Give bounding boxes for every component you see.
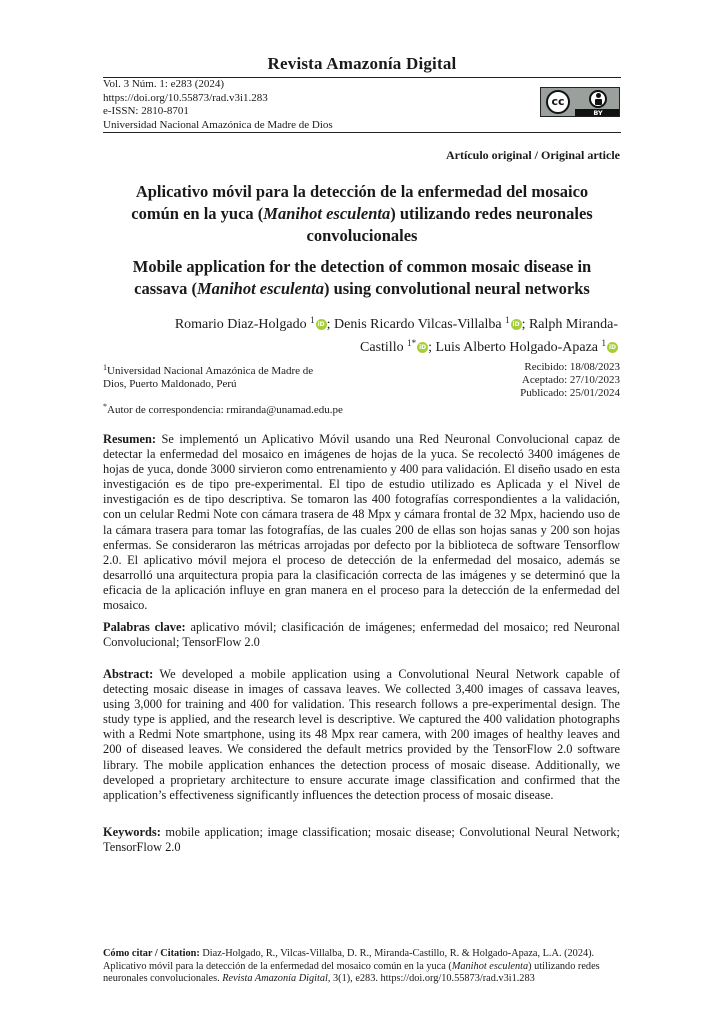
resumen-label: Resumen: bbox=[103, 432, 156, 446]
date-accepted: Aceptado: 27/10/2023 bbox=[521, 374, 620, 386]
species-name: Manihot esculenta bbox=[196, 279, 324, 298]
cc-icon: cc bbox=[546, 90, 570, 114]
journal-volume: Vol. 3 Núm. 1: e283 (2024) bbox=[103, 78, 225, 90]
date-received: Recibido: 18/08/2023 bbox=[524, 361, 620, 373]
correspondence-note: *Autor de correspondencia: rmiranda@unamad.edu.pe bbox=[103, 402, 343, 416]
journal-eissn: e-ISSN: 2810-8701 bbox=[103, 105, 189, 117]
keywords-label: Keywords: bbox=[103, 825, 161, 839]
orcid-icon[interactable]: iD bbox=[608, 344, 617, 351]
title-spanish: Aplicativo móvil para la detección de la enfermedad del mosaico común en la yuca (Manihot esculenta) utilizando redes neuronales convolucionales bbox=[131, 182, 593, 245]
attribution-person-icon bbox=[589, 90, 607, 108]
citation-label: Cómo citar / Citation: bbox=[103, 948, 200, 959]
orcid-icon[interactable]: iD bbox=[512, 321, 520, 328]
journal-meta bbox=[103, 78, 333, 132]
species-name: Manihot esculenta bbox=[263, 204, 391, 223]
affiliation: $^1$Universidad Nacional Amazónica de Madre de Dios, Puerto Maldonado, Perú bbox=[103, 363, 314, 390]
creative-commons-by-icon[interactable] bbox=[540, 87, 620, 117]
author-list: Romario Diaz-Holgado $^1$ iD ; Denis Ricardo Vilcas-Villalba $^1$ iD ; Ralph Miranda-Castillo $^{1*}$ iD ; Luis Alberto Holgado-Apaza $^1$ iD bbox=[174, 315, 618, 355]
abstract-paragraph: Abstract: We developed a mobile application using a Convolutional Neural Network capable of detecting mosaic disease in images of cassava leaves. We collected 3,400 images of cassava leaves, using 3,000 for training and 400 for validation. This research follows a pre-experimental design. The study type is applied, and the research level is descriptive. We captured the 400 validation photographs with a Redmi Note smartphone, using its 48 Mpx rear camera, with 200 images of healthy leaves and 200 of diseased leaves. We considered the default metrics provided by the TensorFlow 2.0 software library. The mobile application enhances the detection process of mosaic disease. Additionally, we developed a proprietary architecture to ensure accurate image classification and confirmed that the application’s effectiveness significantly influences the detection process of mosaic disease. bbox=[103, 667, 620, 802]
abstract-label: Abstract: bbox=[103, 667, 154, 681]
journal-doi-link[interactable]: https://doi.org/10.55873/rad.v3i1.283 bbox=[103, 91, 268, 104]
palabras-clave-paragraph: Palabras clave: aplicativo móvil; clasificación de imágenes; enfermedad del mosaico; red Neuronal Convolucional; TensorFlow 2.0 bbox=[103, 620, 620, 650]
title-english: Mobile application for the detection of common mosaic disease in cassava (Manihot esculenta) using convolutional neural networks bbox=[132, 257, 592, 298]
resumen-paragraph: Resumen: Se implementó un Aplicativo Móvil usando una Red Neuronal Convolucional capaz de detectar la enfermedad del mosaico en imágenes de hojas de la yuca. Se recolectó 3400 imágenes de hojas de yuca, donde 3000 sirvieron como entrenamiento y 400 para validación. El diseño usado en esta investigación es de tipo pre-experimental. El tipo de estudio utilizado es Aplicada y el Nivel de investigación es de tipo descriptiva. Se tomaron las 400 fotografías correspondientes a la validación, con un celular Redmi Note con cámara trasera de 48 Mpx y cámara frontal de 32 Mpx, haciendo uso de la cámara trasera para tomar las fotografías, de las cuales 200 de ellas son hojas sanas y 200 son hojas enfermas. Se consideraron las métricas arrojadas por defecto por la biblioteca de software Tensorflow 2.0. El aplicativo móvil mejora el proceso de detección de la enfermedad del mosaico, además se desarrolló una arquitectura propia para la clasificación correcta de las imágenes y se determinó que la eficacia de la aplicación influye en gran manera en el proceso para la detección de la enfermedad del mosaico. bbox=[103, 432, 620, 613]
author-name: Ralph Miranda-Castillo bbox=[360, 317, 618, 355]
journal-title: Revista Amazonía Digital bbox=[267, 54, 457, 73]
journal-university: Universidad Nacional Amazónica de Madre de Dios bbox=[103, 118, 333, 131]
by-label: BY bbox=[575, 109, 620, 117]
palabras-clave-label: Palabras clave: bbox=[103, 620, 186, 634]
article-type: Artículo original / Original article bbox=[446, 148, 620, 162]
author-name: Luis Alberto Holgado-Apaza bbox=[435, 340, 598, 355]
keywords-paragraph: Keywords: mobile application; image classification; mosaic disease; Convolutional Neural Network; TensorFlow 2.0 bbox=[103, 825, 620, 855]
header-rule-bottom bbox=[103, 132, 621, 133]
article-dates bbox=[520, 361, 620, 400]
orcid-icon[interactable]: iD bbox=[317, 321, 325, 328]
date-published: Publicado: 25/01/2024 bbox=[520, 387, 620, 399]
author-name: Romario Diaz-Holgado bbox=[174, 317, 307, 332]
orcid-icon[interactable]: iD bbox=[419, 344, 427, 351]
author-name: Denis Ricardo Vilcas-Villalba bbox=[334, 317, 502, 332]
citation-journal: Revista Amazonía Digital bbox=[222, 973, 328, 985]
citation-block: Cómo citar / Citation: Diaz-Holgado, R., Vilcas-Villalba, D. R., Miranda-Castillo, R. & Holgado-Apaza, L.A. (2024). Aplicativo móvil para la detección de la enfermedad del mosaico común en la yuca (Manihot esculenta) utilizando redes neuronales convolucionales. Revista Amazonía Digital, 3(1), e283. https://doi.org/10.55873/rad.v3i1.283 bbox=[103, 948, 600, 985]
